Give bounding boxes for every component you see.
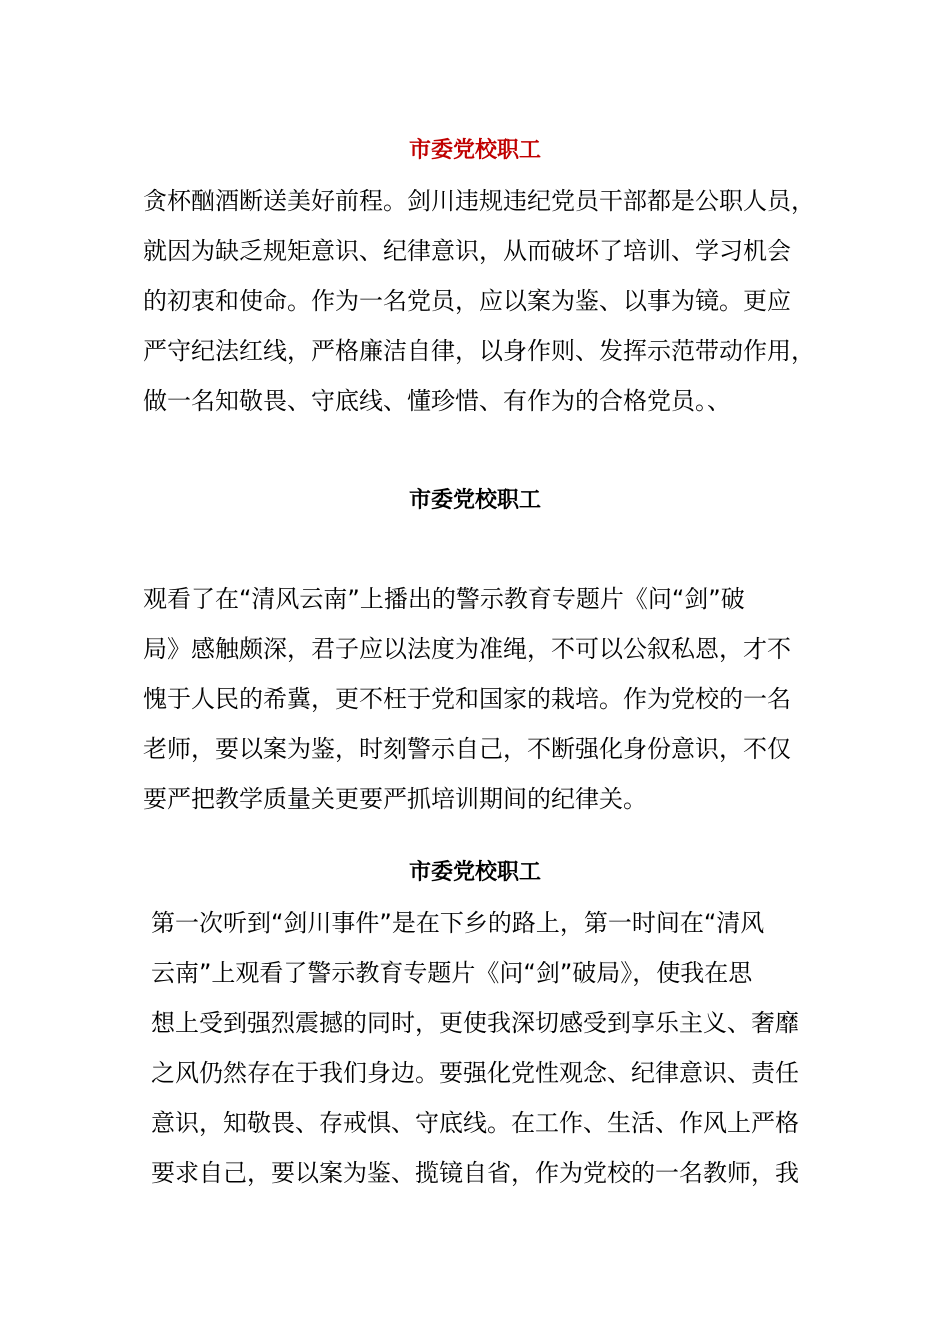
section-2-heading: 市委党校职工 xyxy=(408,488,541,513)
paragraph-line: 观看了在“清风云南”上播出的警示教育专题片《问“剑”破 xyxy=(143,585,745,613)
paragraph-line: 意识，知敬畏、存戒惧、守底线。在工作、生活、作风上严格 xyxy=(151,1109,799,1137)
section-1-paragraph xyxy=(143,176,815,426)
section-3-paragraph xyxy=(151,898,799,1198)
paragraph-line: 第一次听到“剑川事件”是在下乡的路上，第一时间在“清风 xyxy=(151,909,765,937)
paragraph-line: 贪杯酗酒断送美好前程。剑川违规违纪党员干部都是公职人员， xyxy=(143,187,815,215)
paragraph-line: 想上受到强烈震撼的同时，更使我深切感受到享乐主义、奢靡 xyxy=(151,1009,799,1037)
paragraph-line: 的初衷和使命。作为一名党员，应以案为鉴、以事为镜。更应 xyxy=(143,287,791,315)
paragraph-line: 愧于人民的希冀，更不枉于党和国家的栽培。作为党校的一名 xyxy=(143,685,791,713)
paragraph-line: 云南”上观看了警示教育专题片《问“剑”破局》，使我在思 xyxy=(151,959,753,987)
paragraph-line: 老师，要以案为鉴，时刻警示自己，不断强化身份意识，不仅 xyxy=(143,735,791,763)
paragraph-line: 之风仍然存在于我们身边。要强化党性观念、纪律意识、责任 xyxy=(151,1059,799,1087)
paragraph-line: 严守纪法红线，严格廉洁自律，以身作则、发挥示范带动作用， xyxy=(143,337,815,365)
paragraph-line: 要严把教学质量关更要严抓培训期间的纪律关。 xyxy=(143,785,647,813)
paragraph-line: 做一名知敬畏、守底线、懂珍惜、有作为的合格党员。、 xyxy=(143,387,731,415)
paragraph-line: 就因为缺乏规矩意识、纪律意识，从而破坏了培训、学习机会 xyxy=(143,237,791,265)
paragraph-line: 局》感触颇深，君子应以法度为准绳，不可以公叙私恩，才不 xyxy=(143,635,791,663)
section-3-heading: 市委党校职工 xyxy=(408,860,541,885)
section-1-heading: 市委党校职工 xyxy=(408,138,541,163)
paragraph-line: 要求自己，要以案为鉴、揽镜自省，作为党校的一名教师，我 xyxy=(151,1159,799,1187)
section-2-paragraph xyxy=(143,574,791,824)
